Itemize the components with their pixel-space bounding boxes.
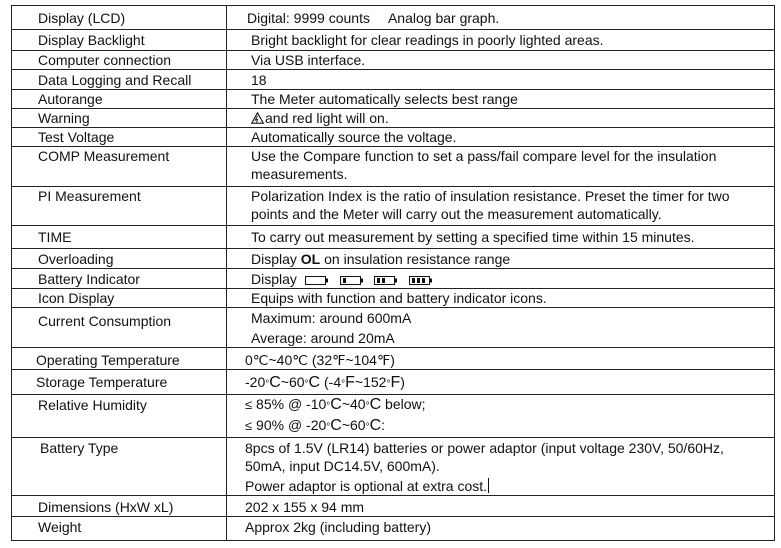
spec-label: Autorange	[38, 91, 103, 107]
table-row	[12, 109, 775, 128]
spec-value: ≤ 85% @ -10°C~40°C below; ≤ 90% @ -20°C~60°C:	[245, 396, 426, 434]
spec-label: Dimensions (HxW xL)	[38, 499, 174, 515]
warning-triangle-icon	[251, 112, 265, 124]
table-row	[12, 395, 775, 438]
spec-value-cell	[227, 6, 775, 30]
spec-label: Battery Indicator	[38, 271, 140, 287]
spec-value: Via USB interface.	[251, 52, 366, 68]
spec-value: on insulation resistance range	[324, 251, 511, 267]
spec-value: measurements.	[251, 166, 348, 182]
table-row	[12, 249, 775, 269]
table-row	[12, 370, 775, 395]
spec-value: Display	[251, 271, 297, 287]
spec-value: To carry out measurement by setting a specified time within 15 minutes.	[251, 229, 695, 245]
spec-label: Relative Humidity	[38, 397, 147, 413]
battery-one-bar-icon	[340, 275, 364, 286]
spec-value: Approx 2kg (including battery)	[245, 519, 431, 535]
table-row	[12, 30, 775, 51]
spec-label: COMP Measurement	[38, 148, 170, 164]
spec-value: 0℃~40℃ (32℉~104℉)	[245, 352, 395, 368]
spec-value: 50mA, input DC14.5V, 600mA).	[245, 458, 440, 474]
table-row	[12, 70, 775, 90]
spec-value: Power adaptor is optional at extra cost.	[245, 478, 488, 494]
spec-label: Overloading	[38, 251, 114, 267]
spec-value: Analog bar graph.	[387, 10, 500, 26]
spec-label: PI Measurement	[38, 188, 141, 204]
table-row	[12, 269, 775, 289]
spec-value: Bright backlight for clear readings in poorly lighted areas.	[251, 32, 604, 48]
table-row	[12, 496, 775, 517]
spec-label: Operating Temperature	[36, 352, 180, 368]
spec-value: and red light will on.	[265, 110, 389, 126]
table-row	[12, 128, 775, 147]
spec-label: Test Voltage	[38, 129, 115, 145]
spec-label-cell	[12, 6, 227, 30]
spec-value: Average: around 20mA	[251, 330, 395, 346]
table-row	[12, 308, 775, 348]
spec-value: The Meter automatically selects best range	[251, 91, 518, 107]
spec-value: 8pcs of 1.5V (LR14) batteries or power adaptor (input voltage 230V, 50/60Hz,	[245, 440, 724, 456]
table-row	[12, 226, 775, 249]
table-row	[12, 438, 775, 496]
spec-label: Weight	[38, 519, 82, 535]
table-row	[12, 90, 775, 109]
spec-label: TIME	[38, 229, 72, 245]
spec-value: 18	[251, 72, 267, 88]
spec-value: Polarization Index is the ratio of insulation resistance. Preset the timer for two	[251, 188, 730, 204]
table-row	[12, 6, 775, 30]
battery-empty-icon	[305, 275, 329, 286]
spec-value: Maximum: around 600mA	[251, 310, 412, 326]
specifications-table	[11, 5, 775, 541]
spec-value: Automatically source the voltage.	[251, 129, 457, 145]
spec-label: Current Consumption	[38, 313, 172, 329]
spec-label: Computer connection	[38, 52, 172, 68]
table-row	[12, 289, 775, 308]
table-row	[12, 348, 775, 370]
spec-label: Display (LCD)	[38, 10, 126, 26]
spec-value: Digital: 9999 counts	[247, 10, 370, 26]
text-cursor	[488, 478, 489, 493]
spec-label: Storage Temperature	[36, 374, 168, 390]
spec-label: Warning	[38, 110, 90, 126]
spec-label: Data Logging and Recall	[38, 72, 192, 88]
battery-full-icon	[409, 275, 433, 286]
spec-value: Display	[251, 251, 297, 267]
spec-label: Icon Display	[38, 290, 115, 306]
spec-value: 202 x 155 x 94 mm	[245, 499, 365, 515]
spec-value: Equips with function and battery indicator icons.	[251, 290, 547, 306]
spec-value: -20°C~60°C (-4°F~152°F)	[245, 374, 405, 391]
spec-value: points and the Meter will carry out the measurement automatically.	[251, 206, 662, 222]
battery-two-bars-icon	[374, 275, 398, 286]
table-row	[12, 517, 775, 541]
spec-label: Display Backlight	[38, 32, 145, 48]
table-row	[12, 187, 775, 226]
table-row	[12, 51, 775, 70]
overload-ol-text: OL	[300, 251, 321, 267]
table-row	[12, 147, 775, 187]
spec-value: Use the Compare function to set a pass/fail compare level for the insulation	[251, 148, 717, 164]
spec-label: Battery Type	[40, 440, 119, 456]
